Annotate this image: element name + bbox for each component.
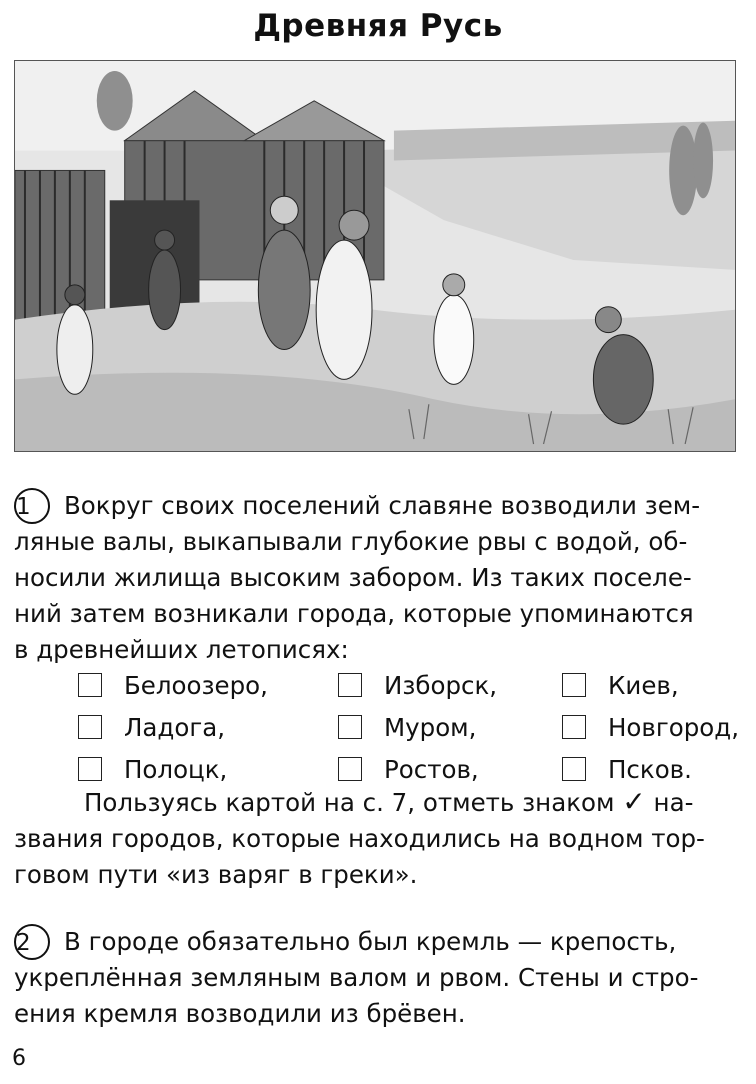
option-polotsk[interactable] — [78, 750, 338, 788]
instruction-text-end: на- — [653, 788, 694, 817]
checkbox[interactable] — [78, 673, 102, 697]
task-2 — [14, 924, 740, 1032]
option-label: Киев, — [608, 670, 679, 700]
option-rostov[interactable] — [338, 750, 562, 788]
option-label: Псков. — [608, 754, 692, 784]
page-number: 6 — [12, 1046, 26, 1071]
check-mark-icon: ✓ — [622, 785, 646, 818]
city-options — [78, 666, 738, 788]
task-2-line-3: ения кремля возводили из брёвен. — [14, 999, 466, 1028]
instruction-line-2: звания городов, которые находились на водном тор- — [14, 824, 705, 853]
checkbox[interactable] — [562, 673, 586, 697]
task-1-text: Вокруг своих поселений славяне возводили зем- — [64, 491, 701, 520]
option-beloozero[interactable] — [78, 666, 338, 704]
checkbox[interactable] — [78, 757, 102, 781]
option-kiev[interactable] — [562, 666, 738, 704]
task-2-line-2: укреплённая земляным валом и рвом. Стены и стро- — [14, 963, 699, 992]
option-izborsk[interactable] — [338, 666, 562, 704]
option-label: Полоцк, — [124, 754, 228, 784]
task-2-line-1 — [14, 924, 740, 960]
page-title: Древняя Русь — [253, 8, 503, 44]
checkbox[interactable] — [338, 757, 362, 781]
option-label: Ладога, — [124, 712, 226, 742]
option-label: Ростов, — [384, 754, 479, 784]
task-number-badge: 1 — [14, 488, 50, 524]
option-label: Новгород, — [608, 712, 739, 742]
option-pskov[interactable] — [562, 750, 738, 788]
option-label: Белоозеро, — [124, 670, 268, 700]
checkbox[interactable] — [338, 715, 362, 739]
option-ladoga[interactable] — [78, 708, 338, 746]
task-1-instruction — [14, 784, 740, 893]
checkbox[interactable] — [338, 673, 362, 697]
task-1-line-2: ляные валы, выкапывали глубокие рвы с водой, об- — [14, 527, 688, 556]
task-1 — [14, 488, 740, 668]
option-murom[interactable] — [338, 708, 562, 746]
option-label: Муром, — [384, 712, 477, 742]
illustration-drawing — [15, 61, 735, 451]
instruction-line-3: говом пути «из варяг в греки». — [14, 860, 418, 889]
option-label: Изборск, — [384, 670, 498, 700]
option-novgorod[interactable] — [562, 708, 738, 746]
checkbox[interactable] — [562, 757, 586, 781]
checkbox[interactable] — [78, 715, 102, 739]
illustration-ancient-rus — [14, 60, 736, 452]
task-1-line-5: в древнейших летописях: — [14, 635, 349, 664]
task-1-line-1 — [14, 488, 740, 524]
task-1-line-3: носили жилища высоким забором. Из таких поселе- — [14, 563, 692, 592]
task-1-line-4: ний затем возникали города, которые упоминаются — [14, 599, 694, 628]
instruction-line-1 — [14, 784, 740, 821]
checkbox[interactable] — [562, 715, 586, 739]
instruction-text: Пользуясь картой на с. 7, отметь знаком — [84, 788, 615, 817]
task-2-text: В городе обязательно был кремль — крепость, — [64, 927, 677, 956]
task-number-badge: 2 — [14, 924, 50, 960]
